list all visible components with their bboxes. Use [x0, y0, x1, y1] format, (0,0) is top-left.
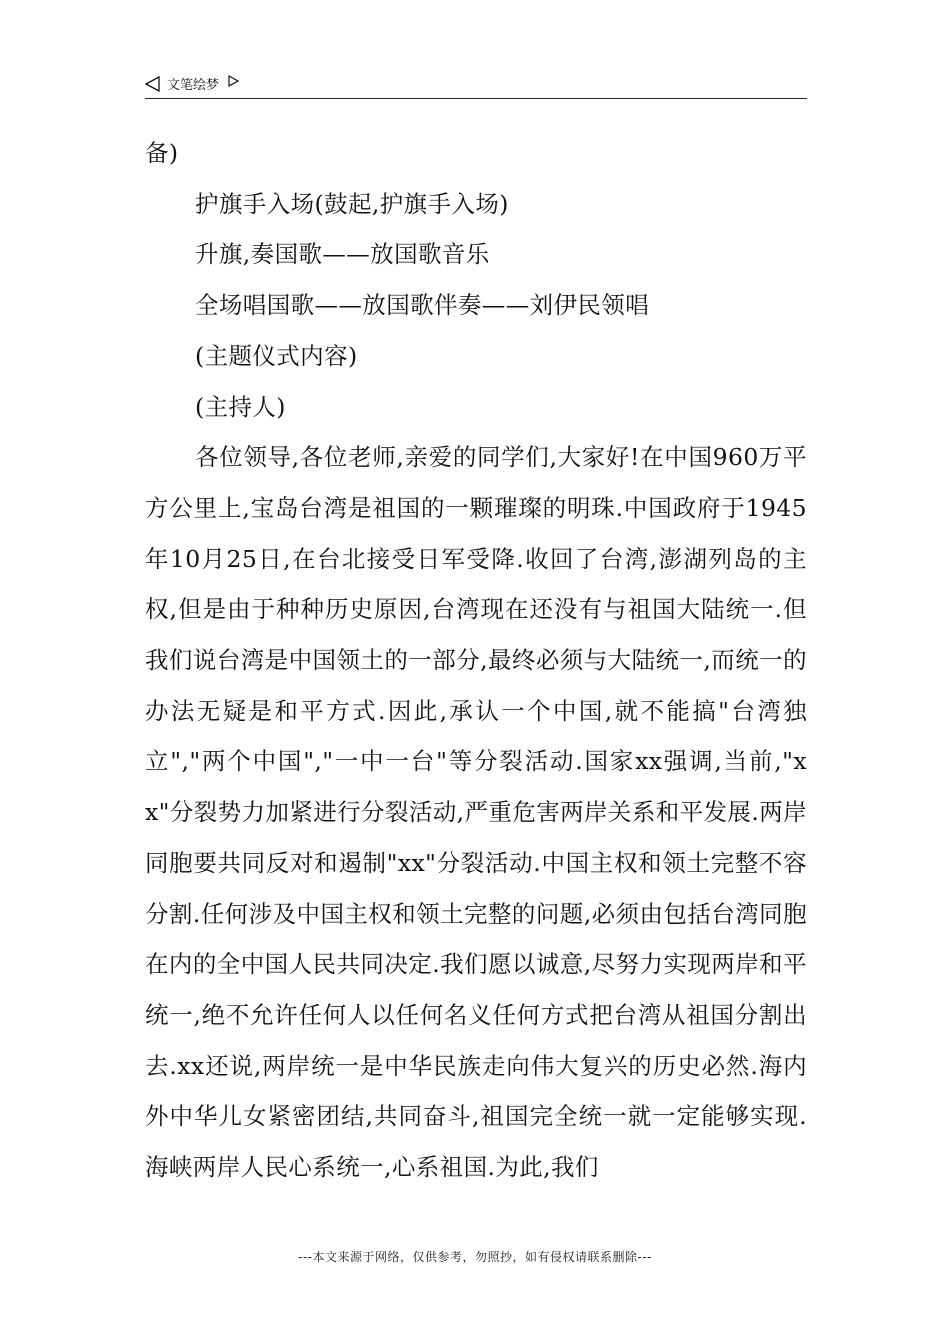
- triangle-right-icon: [227, 75, 239, 87]
- page-header: [145, 72, 807, 99]
- triangle-left-icon: [145, 76, 161, 92]
- continuation-text: 备): [145, 139, 179, 167]
- document-body: [145, 128, 807, 1193]
- header-brand: [145, 74, 239, 93]
- program-line: (主题仪式内容): [195, 341, 358, 370]
- header-title: 文笔绘梦: [167, 78, 220, 93]
- speech-paragraph: 各位领导,各位老师,亲爱的同学们,大家好!在中国960万平方公里上,宝岛台湾是祖国的一颗璀璨的明珠.中国政府于1945年10月25日,在台北接受日军受降.收回了台湾,澎湖列岛的主权,但是由于种种历史原因,台湾现在还没有与祖国大陆统一.但我们说台湾是中国领土的一部分,最终必须与大陆统一,而统一的办法无疑是和平方式.因此,承认一个中国,就不能搞"台湾独立","两个中国","一中一台"等分裂活动.国家xx强调,当前,"xx"分裂势力加紧进行分裂活动,严重危害两岸关系和平发展.两岸同胞要共同反对和遏制"xx"分裂活动.中国主权和领土完整不容分割.任何涉及中国主权和领土完整的问题,必须由包括台湾同胞在内的全中国人民共同决定.我们愿以诚意,尽努力实现两岸和平统一,绝不允许任何人以任何名义任何方式把台湾从祖国分割出去.xx还说,两岸统一是中华民族走向伟大复兴的历史必然.海内外中华儿女紧密团结,共同奋斗,祖国完全统一就一定能够实现.海峡两岸人民心系统一,心系祖国.为此,我们: [145, 443, 808, 1182]
- program-line: 升旗,奏国歌——放国歌音乐: [195, 240, 490, 269]
- footer-disclaimer: ---本文来源于网络，仅供参考，勿照抄，如有侵权请联系删除---: [298, 1250, 652, 1264]
- program-line: 全场唱国歌——放国歌伴奏——刘伊民领唱: [195, 291, 650, 320]
- program-line: (主持人): [195, 392, 286, 421]
- program-line: 护旗手入场(鼓起,护旗手入场): [195, 189, 509, 218]
